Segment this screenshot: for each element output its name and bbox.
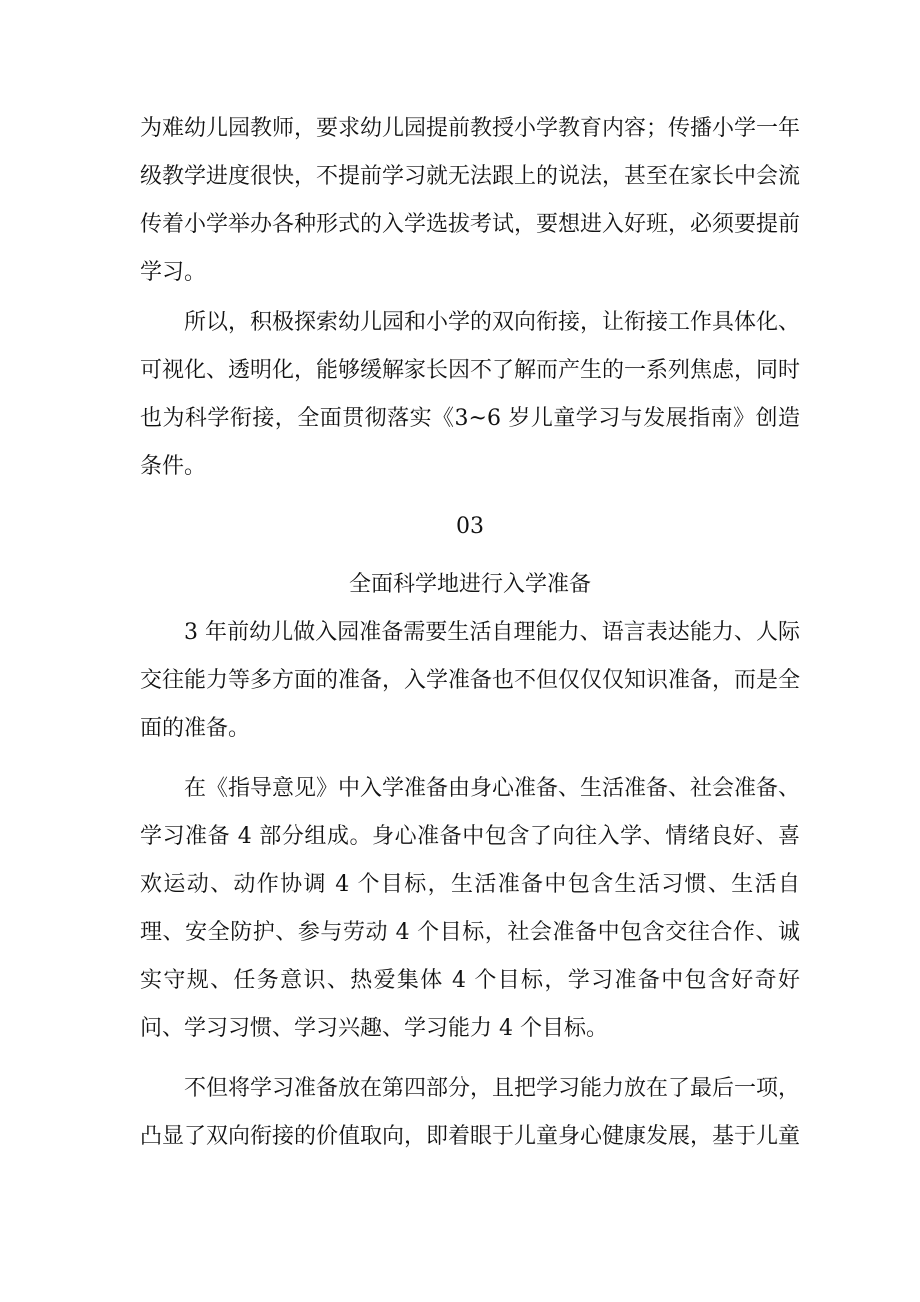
section-title: 全面科学地进行入学准备 bbox=[348, 572, 591, 597]
paragraph-4: 在《指导意见》中入学准备由身心准备、生活准备、社会准备、学习准备 4 部分组成。身心准备中包含了向往入学、情绪良好、喜欢运动、动作协调 4 个目标，生活准备中包含生活习惯、生活自理、安全防护、参与劳动 4 个目标，社会准备中包含交往合作、诚实守规、任务意识、热爱集体 4 个目标，学习准备中包含好奇好问、学习习惯、学习兴趣、学习能力 4 个目标。 bbox=[140, 776, 801, 1041]
paragraph-1: 为难幼儿园教师，要求幼儿园提前教授小学教育内容；传播小学一年级教学进度很快，不提前学习就无法跟上的说法，甚至在家长中会流传着小学举办各种形式的入学选拔考试，要想进入好班，必须要提前学习。 bbox=[140, 116, 801, 285]
document-page bbox=[140, 105, 800, 1163]
paragraph-5: 不但将学习准备放在第四部分，且把学习能力放在了最后一项，凸显了双向衔接的价值取向，即着眼于儿童身心健康发展，基于儿童 bbox=[140, 1076, 801, 1149]
paragraph-3: 3 年前幼儿做入园准备需要生活自理能力、语言表达能力、人际交往能力等多方面的准备，入学准备也不但仅仅仅知识准备，而是全面的准备。 bbox=[140, 620, 801, 741]
section-number: 03 bbox=[456, 514, 484, 539]
paragraph-2: 所以，积极探索幼儿园和小学的双向衔接，让衔接工作具体化、可视化、透明化，能够缓解家长因不了解而产生的一系列焦虑，同时也为科学衔接，全面贯彻落实《3~6 岁儿童学习与发展指南》创造条件。 bbox=[140, 310, 801, 479]
